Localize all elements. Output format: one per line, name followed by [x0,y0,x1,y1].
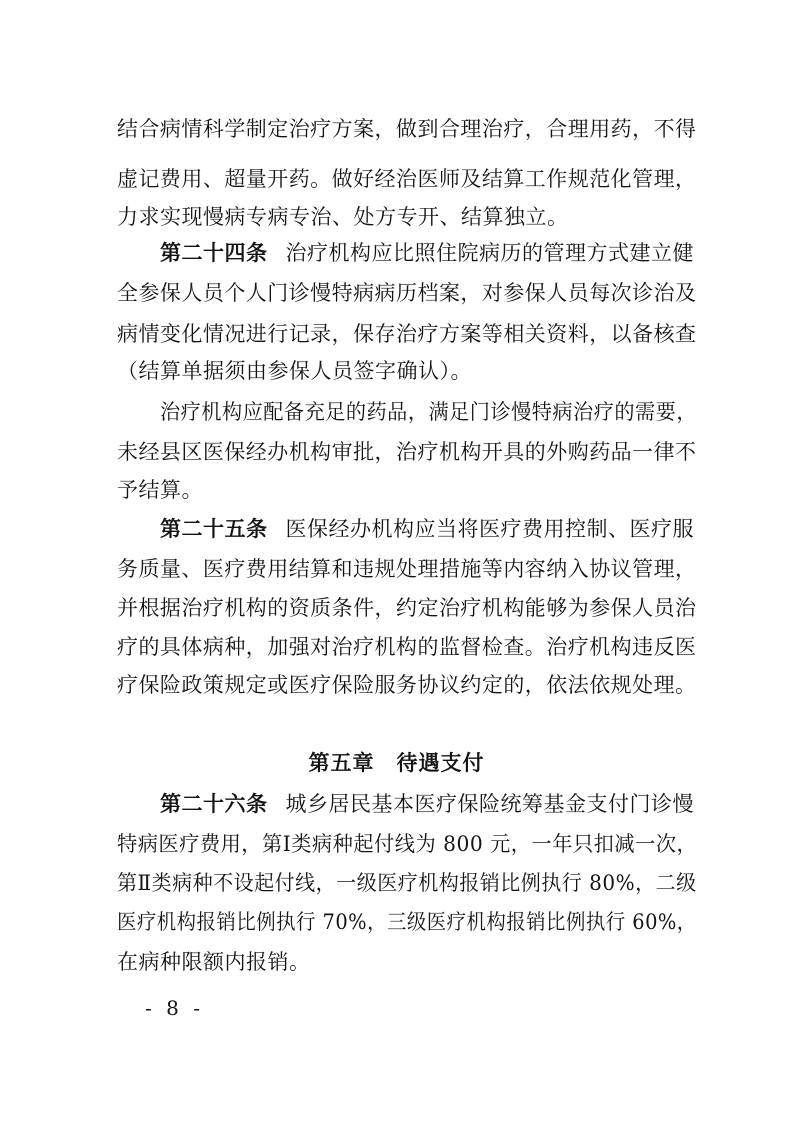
para1-line-3: 力求实现慢病专病专治、处方专开、结算独立。 [117,205,569,229]
article-25-first-text: 医保经办机构应当将医疗费用控制、医疗服 [285,517,694,541]
para1-line-1: 结合病情科学制定治疗方案，做到合理治疗，合理用药，不得 [117,117,697,141]
article-24-line-4: （结算单据须由参保人员签字确认）。 [117,359,472,383]
article-26-line-3: 第Ⅱ类病种不设起付线，一级医疗机构报销比例执行 80%，二级 [117,871,697,895]
article-26-line-5: 在病种限额内报销。 [117,950,311,974]
article-24-first-line [160,239,694,267]
drugs-para-line-2: 未经县区医保经办机构审批，治疗机构开具的外购药品一律不 [117,440,697,464]
article-25-first-line [160,515,694,543]
drugs-para-line-3: 予结算。 [117,478,203,502]
para1-line-2: 虚记费用、超量开药。做好经治医师及结算工作规范化管理， [117,167,697,191]
article-24-line-2: 全参保人员个人门诊慢特病病历档案，对参保人员每次诊治及 [117,281,697,305]
chapter-5-heading: 第五章 待遇支付 [308,751,485,775]
article-25-line-4: 疗的具体病种，加强对治疗机构的监督检查。治疗机构违反医 [117,635,697,659]
article-26-first-line [160,790,694,818]
article-26-line-4: 医疗机构报销比例执行 70%，三级医疗机构报销比例执行 60%， [117,910,697,934]
article-25-line-5: 疗保险政策规定或医疗保险服务协议约定的，依法依规处理。 [117,673,697,697]
page-number: - 8 - [145,996,204,1020]
article-24-line-3: 病情变化情况进行记录，保存治疗方案等相关资料，以备核查 [117,322,697,346]
article-25-line-3: 并根据治疗机构的资质条件，约定治疗机构能够为参保人员治 [117,596,697,620]
article-24-first-text: 治疗机构应比照住院病历的管理方式建立健 [285,241,694,265]
article-26-first-text: 城乡居民基本医疗保险统筹基金支付门诊慢 [285,792,694,816]
article-26-line-2: 特病医疗费用，第Ⅰ类病种起付线为 800 元，一年只扣减一次， [117,832,698,856]
article-24-label: 第二十四条 [160,241,268,265]
article-25-line-2: 务质量、医疗费用结算和违规处理措施等内容纳入协议管理， [117,557,697,581]
drugs-para-line-1: 治疗机构应配备充足的药品，满足门诊慢特病治疗的需要， [160,400,697,424]
article-25-label: 第二十五条 [160,517,268,541]
article-26-label: 第二十六条 [160,792,268,816]
